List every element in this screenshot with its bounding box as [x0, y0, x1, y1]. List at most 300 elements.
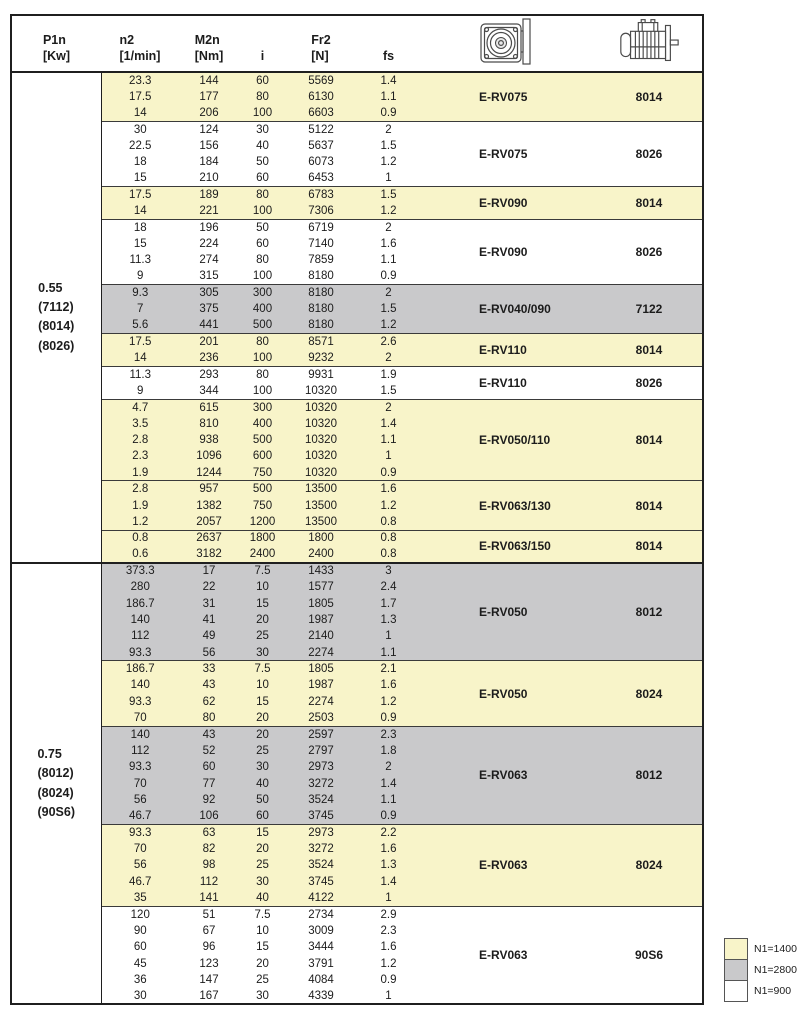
cell-fr2: 6719 [286, 219, 356, 235]
cell-fr2: 10320 [286, 383, 356, 399]
cell-fs: 0.9 [356, 972, 421, 988]
cell-m2n: 1382 [179, 497, 239, 513]
cell-m2n: 196 [179, 219, 239, 235]
cell-m2n: 60 [179, 759, 239, 775]
cell-motor-size: 8012 [596, 726, 703, 824]
cell-fs: 1 [356, 628, 421, 644]
cell-i: 15 [239, 596, 286, 612]
cell-n2: 140 [101, 726, 179, 742]
cell-fs: 1.1 [356, 792, 421, 808]
cell-m2n: 82 [179, 841, 239, 857]
cell-fr2: 7859 [286, 252, 356, 268]
cell-motor-size: 8026 [596, 366, 703, 399]
cell-fr2: 13500 [286, 497, 356, 513]
cell-i: 80 [239, 334, 286, 350]
cell-n2: 93.3 [101, 825, 179, 841]
cell-fs: 0.9 [356, 105, 421, 121]
cell-fs: 2.3 [356, 726, 421, 742]
cell-n2: 373.3 [101, 563, 179, 579]
cell-n2: 4.7 [101, 399, 179, 415]
cell-fs: 0.9 [356, 710, 421, 726]
cell-m2n: 221 [179, 203, 239, 219]
cell-m2n: 293 [179, 366, 239, 382]
cell-fs: 1.6 [356, 841, 421, 857]
cell-m2n: 96 [179, 939, 239, 955]
column-header-i [239, 15, 286, 72]
cell-i: 400 [239, 301, 286, 317]
cell-i: 40 [239, 137, 286, 153]
cell-i: 7.5 [239, 563, 286, 579]
cell-fs: 0.8 [356, 530, 421, 546]
cell-m2n: 2057 [179, 514, 239, 530]
cell-motor-size: 8014 [596, 72, 703, 121]
header-label: M2n [194, 32, 220, 47]
gearbox-spec-table [10, 14, 704, 1005]
cell-m2n: 124 [179, 121, 239, 137]
cell-fs: 1.9 [356, 366, 421, 382]
cell-fr2: 1433 [286, 563, 356, 579]
cell-motor-size: 8026 [596, 121, 703, 186]
cell-fr2: 9931 [286, 366, 356, 382]
cell-n2: 2.3 [101, 448, 179, 464]
cell-fr2: 3745 [286, 874, 356, 890]
cell-m2n: 112 [179, 874, 239, 890]
cell-i: 80 [239, 88, 286, 104]
cell-i: 100 [239, 268, 286, 284]
cell-n2: 3.5 [101, 416, 179, 432]
column-header-fs [356, 15, 421, 72]
cell-n2: 140 [101, 612, 179, 628]
cell-fs: 1.1 [356, 645, 421, 661]
cell-fs: 0.9 [356, 808, 421, 824]
cell-n2: 9 [101, 268, 179, 284]
cell-fr2: 10320 [286, 432, 356, 448]
cell-n2: 17.5 [101, 88, 179, 104]
cell-n2: 9.3 [101, 285, 179, 301]
cell-fs: 2.6 [356, 334, 421, 350]
cell-m2n: 56 [179, 645, 239, 661]
cell-fs: 2.4 [356, 579, 421, 595]
cell-i: 50 [239, 219, 286, 235]
cell-n2: 0.6 [101, 546, 179, 562]
cell-i: 750 [239, 497, 286, 513]
table-row [11, 906, 703, 922]
column-header-m2n [179, 15, 239, 72]
cell-m2n: 305 [179, 285, 239, 301]
cell-i: 500 [239, 432, 286, 448]
cell-n2: 36 [101, 972, 179, 988]
cell-fr2: 5569 [286, 72, 356, 88]
cell-n2: 30 [101, 988, 179, 1004]
cell-fr2: 2140 [286, 628, 356, 644]
cell-fr2: 2597 [286, 726, 356, 742]
cell-m2n: 315 [179, 268, 239, 284]
cell-i: 600 [239, 448, 286, 464]
cell-i: 30 [239, 645, 286, 661]
table-row [11, 399, 703, 415]
cell-i: 10 [239, 677, 286, 693]
cell-i: 20 [239, 612, 286, 628]
table-header [11, 15, 703, 72]
cell-fr2: 9232 [286, 350, 356, 366]
cell-fs: 1.3 [356, 857, 421, 873]
cell-fs: 1 [356, 988, 421, 1004]
table-row [11, 825, 703, 841]
cell-model: E-RV040/090 [421, 285, 596, 334]
cell-n2: 186.7 [101, 596, 179, 612]
cell-fr2: 8180 [286, 285, 356, 301]
column-header-motor [596, 15, 703, 72]
cell-i: 80 [239, 187, 286, 203]
cell-n2: 11.3 [101, 366, 179, 382]
cell-motor-size: 8012 [596, 563, 703, 661]
cell-fr2: 3524 [286, 792, 356, 808]
cell-n2: 186.7 [101, 661, 179, 677]
cell-i: 60 [239, 236, 286, 252]
cell-n2: 120 [101, 906, 179, 922]
cell-fs: 1.8 [356, 743, 421, 759]
worm-gearbox-icon [477, 16, 541, 68]
cell-motor-size: 8014 [596, 399, 703, 481]
cell-fs: 2.3 [356, 923, 421, 939]
cell-fs: 2 [356, 759, 421, 775]
cell-m2n: 33 [179, 661, 239, 677]
cell-fr2: 2274 [286, 645, 356, 661]
table-row [11, 366, 703, 382]
cell-fr2: 3272 [286, 775, 356, 791]
cell-m2n: 51 [179, 906, 239, 922]
cell-n2: 112 [101, 628, 179, 644]
cell-m2n: 62 [179, 694, 239, 710]
cell-i: 30 [239, 874, 286, 890]
cell-i: 40 [239, 890, 286, 906]
cell-fs: 1.7 [356, 596, 421, 612]
cell-i: 500 [239, 481, 286, 497]
cell-n2: 30 [101, 121, 179, 137]
cell-m2n: 144 [179, 72, 239, 88]
cell-i: 100 [239, 350, 286, 366]
cell-m2n: 810 [179, 416, 239, 432]
cell-i: 7.5 [239, 906, 286, 922]
cell-fr2: 4084 [286, 972, 356, 988]
cell-fr2: 10320 [286, 465, 356, 481]
cell-fs: 2.9 [356, 906, 421, 922]
cell-fs: 1.1 [356, 432, 421, 448]
cell-model: E-RV050/110 [421, 399, 596, 481]
cell-fs: 2 [356, 219, 421, 235]
cell-m2n: 615 [179, 399, 239, 415]
cell-fr2: 2734 [286, 906, 356, 922]
cell-fs: 1.6 [356, 677, 421, 693]
cell-fs: 1.4 [356, 775, 421, 791]
cell-i: 1800 [239, 530, 286, 546]
cell-i: 50 [239, 792, 286, 808]
cell-fr2: 3444 [286, 939, 356, 955]
cell-fr2: 3791 [286, 955, 356, 971]
cell-i: 2400 [239, 546, 286, 562]
cell-fr2: 5122 [286, 121, 356, 137]
cell-i: 10 [239, 923, 286, 939]
cell-n2: 112 [101, 743, 179, 759]
cell-n2: 2.8 [101, 481, 179, 497]
table-row [11, 530, 703, 546]
table-row [11, 563, 703, 579]
cell-i: 25 [239, 628, 286, 644]
header-unit: [Kw] [42, 48, 71, 63]
cell-motor-size: 8024 [596, 825, 703, 907]
cell-fr2: 2274 [286, 694, 356, 710]
legend-item-n1-1400 [724, 938, 797, 960]
cell-fs: 2 [356, 399, 421, 415]
cell-i: 60 [239, 808, 286, 824]
cell-n2: 280 [101, 579, 179, 595]
cell-fs: 2.2 [356, 825, 421, 841]
table-row [11, 187, 703, 203]
cell-fr2: 7306 [286, 203, 356, 219]
cell-fs: 1.5 [356, 187, 421, 203]
cell-fr2: 3745 [286, 808, 356, 824]
cell-fr2: 6073 [286, 154, 356, 170]
cell-model: E-RV090 [421, 187, 596, 220]
cell-m2n: 43 [179, 726, 239, 742]
cell-motor-size: 8014 [596, 530, 703, 563]
legend-label: N1=1400 [754, 943, 797, 955]
cell-i: 500 [239, 317, 286, 333]
cell-fr2: 1577 [286, 579, 356, 595]
cell-fr2: 4339 [286, 988, 356, 1004]
cell-n2: 56 [101, 857, 179, 873]
cell-fr2: 1987 [286, 677, 356, 693]
cell-n2: 56 [101, 792, 179, 808]
cell-model: E-RV063 [421, 726, 596, 824]
header-unit: [Nm] [194, 48, 224, 63]
cell-fs: 1 [356, 170, 421, 186]
cell-m2n: 938 [179, 432, 239, 448]
cell-motor-size: 7122 [596, 285, 703, 334]
cell-m2n: 156 [179, 137, 239, 153]
cell-fr2: 3524 [286, 857, 356, 873]
cell-m2n: 147 [179, 972, 239, 988]
cell-fs: 1.2 [356, 694, 421, 710]
cell-model: E-RV063/150 [421, 530, 596, 563]
cell-n2: 46.7 [101, 808, 179, 824]
table-row [11, 726, 703, 742]
cell-fr2: 8571 [286, 334, 356, 350]
cell-m2n: 210 [179, 170, 239, 186]
cell-i: 300 [239, 285, 286, 301]
column-header-n2 [101, 15, 179, 72]
cell-n2: 0.8 [101, 530, 179, 546]
cell-model: E-RV075 [421, 72, 596, 121]
cell-m2n: 375 [179, 301, 239, 317]
cell-m2n: 189 [179, 187, 239, 203]
cell-fr2: 10320 [286, 448, 356, 464]
cell-model: E-RV063 [421, 906, 596, 1004]
cell-fs: 2 [356, 285, 421, 301]
cell-n2: 46.7 [101, 874, 179, 890]
cell-m2n: 52 [179, 743, 239, 759]
cell-fs: 1.6 [356, 939, 421, 955]
header-label: Fr2 [311, 32, 331, 47]
cell-n2: 2.8 [101, 432, 179, 448]
cell-fr2: 10320 [286, 399, 356, 415]
cell-fs: 1 [356, 890, 421, 906]
cell-i: 20 [239, 710, 286, 726]
cell-n2: 140 [101, 677, 179, 693]
cell-fs: 1.1 [356, 88, 421, 104]
header-label: fs [382, 48, 395, 63]
cell-fs: 0.8 [356, 546, 421, 562]
cell-fs: 1.2 [356, 497, 421, 513]
cell-m2n: 224 [179, 236, 239, 252]
cell-model: E-RV063/130 [421, 481, 596, 530]
cell-i: 30 [239, 121, 286, 137]
cell-fr2: 13500 [286, 481, 356, 497]
cell-fs: 1.1 [356, 252, 421, 268]
cell-fs: 1.5 [356, 301, 421, 317]
legend-swatch-gray [724, 959, 748, 981]
column-header-p1n [11, 15, 101, 72]
cell-n2: 23.3 [101, 72, 179, 88]
cell-m2n: 80 [179, 710, 239, 726]
cell-m2n: 43 [179, 677, 239, 693]
cell-n2: 45 [101, 955, 179, 971]
cell-n2: 18 [101, 219, 179, 235]
cell-fs: 1.2 [356, 154, 421, 170]
cell-fr2: 13500 [286, 514, 356, 530]
cell-motor-size: 8024 [596, 661, 703, 726]
cell-m2n: 236 [179, 350, 239, 366]
p1n-section-label: 0.75 (8012) (8024) (90S6) [11, 563, 101, 1005]
cell-fr2: 1800 [286, 530, 356, 546]
cell-n2: 93.3 [101, 645, 179, 661]
cell-i: 40 [239, 775, 286, 791]
header-row [11, 15, 703, 72]
cell-i: 750 [239, 465, 286, 481]
cell-n2: 60 [101, 939, 179, 955]
cell-fr2: 6130 [286, 88, 356, 104]
cell-n2: 1.9 [101, 497, 179, 513]
cell-m2n: 177 [179, 88, 239, 104]
cell-m2n: 63 [179, 825, 239, 841]
cell-m2n: 3182 [179, 546, 239, 562]
table-body [11, 72, 703, 1004]
legend-item-n1-900 [724, 980, 797, 1002]
cell-fr2: 6453 [286, 170, 356, 186]
cell-fr2: 8180 [286, 268, 356, 284]
cell-fs: 1.6 [356, 481, 421, 497]
cell-n2: 15 [101, 170, 179, 186]
cell-fs: 1.4 [356, 874, 421, 890]
cell-i: 10 [239, 579, 286, 595]
cell-m2n: 49 [179, 628, 239, 644]
cell-m2n: 141 [179, 890, 239, 906]
cell-i: 25 [239, 857, 286, 873]
cell-i: 300 [239, 399, 286, 415]
table-row [11, 121, 703, 137]
cell-n2: 35 [101, 890, 179, 906]
cell-fs: 1.5 [356, 383, 421, 399]
cell-n2: 7 [101, 301, 179, 317]
cell-fr2: 6603 [286, 105, 356, 121]
cell-n2: 5.6 [101, 317, 179, 333]
cell-model: E-RV050 [421, 661, 596, 726]
cell-n2: 17.5 [101, 187, 179, 203]
legend-label: N1=2800 [754, 964, 797, 976]
cell-fs: 2 [356, 350, 421, 366]
cell-i: 1200 [239, 514, 286, 530]
cell-n2: 1.9 [101, 465, 179, 481]
column-header-gearbox [421, 15, 596, 72]
cell-i: 80 [239, 366, 286, 382]
cell-fs: 1.2 [356, 203, 421, 219]
cell-fs: 2 [356, 121, 421, 137]
cell-model: E-RV075 [421, 121, 596, 186]
cell-m2n: 167 [179, 988, 239, 1004]
cell-motor-size: 8026 [596, 219, 703, 284]
cell-i: 7.5 [239, 661, 286, 677]
table-row [11, 219, 703, 235]
legend-label: N1=900 [754, 985, 792, 997]
cell-fs: 1 [356, 448, 421, 464]
cell-i: 20 [239, 841, 286, 857]
cell-fr2: 2797 [286, 743, 356, 759]
electric-motor-icon [615, 17, 683, 67]
table-row [11, 72, 703, 88]
cell-i: 15 [239, 825, 286, 841]
cell-m2n: 77 [179, 775, 239, 791]
cell-fr2: 6783 [286, 187, 356, 203]
cell-n2: 14 [101, 203, 179, 219]
cell-motor-size: 90S6 [596, 906, 703, 1004]
cell-fr2: 5637 [286, 137, 356, 153]
cell-m2n: 184 [179, 154, 239, 170]
cell-i: 100 [239, 105, 286, 121]
cell-i: 100 [239, 383, 286, 399]
cell-fr2: 1805 [286, 661, 356, 677]
speed-legend [724, 938, 797, 1002]
legend-item-n1-2800 [724, 959, 797, 981]
cell-n2: 70 [101, 841, 179, 857]
cell-n2: 1.2 [101, 514, 179, 530]
cell-m2n: 98 [179, 857, 239, 873]
cell-n2: 90 [101, 923, 179, 939]
cell-fr2: 1987 [286, 612, 356, 628]
cell-n2: 93.3 [101, 694, 179, 710]
cell-i: 400 [239, 416, 286, 432]
cell-fs: 1.3 [356, 612, 421, 628]
header-unit: [N] [311, 48, 329, 63]
cell-fs: 0.8 [356, 514, 421, 530]
cell-i: 15 [239, 939, 286, 955]
cell-m2n: 274 [179, 252, 239, 268]
cell-fr2: 7140 [286, 236, 356, 252]
cell-m2n: 106 [179, 808, 239, 824]
cell-n2: 14 [101, 105, 179, 121]
cell-i: 60 [239, 72, 286, 88]
p1n-section-label: 0.55 (7112) (8014) (8026) [11, 72, 101, 563]
cell-model: E-RV063 [421, 825, 596, 907]
cell-m2n: 17 [179, 563, 239, 579]
cell-fr2: 2400 [286, 546, 356, 562]
cell-i: 60 [239, 170, 286, 186]
cell-m2n: 92 [179, 792, 239, 808]
header-label: n2 [119, 32, 135, 47]
cell-motor-size: 8014 [596, 334, 703, 367]
cell-fr2: 2973 [286, 759, 356, 775]
cell-i: 100 [239, 203, 286, 219]
cell-model: E-RV110 [421, 334, 596, 367]
